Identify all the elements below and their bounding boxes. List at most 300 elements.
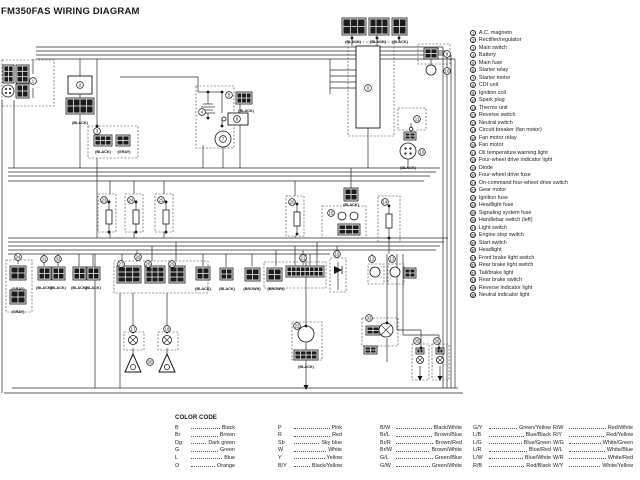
component-marker: [145, 261, 152, 268]
color-code-row: [278, 446, 342, 454]
color-code-abbr: Br: [175, 432, 181, 439]
dot-leader: [191, 436, 218, 437]
dot-leader: [191, 451, 218, 452]
dot-leader: [294, 451, 326, 452]
color-code-name: Blue/White: [524, 454, 551, 461]
color-code-name: Red: [332, 432, 342, 439]
dot-leader: [489, 443, 522, 444]
legend-item-label: Headlight fuse: [478, 202, 514, 209]
color-code-name: Red/Yellow: [606, 432, 633, 439]
legend-item-label: Start switch: [478, 239, 507, 246]
component-marker: [41, 256, 48, 263]
legend-item-label: Circuit breaker (fan motor): [478, 127, 542, 134]
connector-color-label: (BLACK): [238, 109, 254, 113]
color-code-name: White: [328, 447, 342, 454]
color-code-abbr: W/Y: [553, 462, 564, 469]
legend-item-label: Thermo unit: [478, 104, 508, 111]
legend-item: [470, 209, 638, 217]
legend-item: [470, 134, 638, 142]
connector-color-label: (BLACK): [36, 286, 52, 290]
component-marker: [128, 197, 135, 204]
color-code-name: Green/Yellow: [519, 424, 551, 431]
svg-text:16: 16: [419, 149, 425, 155]
legend-item-number: 14: [471, 128, 476, 134]
legend-item: [470, 74, 638, 82]
color-code-name: Green/White: [431, 462, 462, 469]
legend-item-label: Reverse indicator light: [478, 284, 533, 291]
svg-text:2: 2: [78, 82, 82, 88]
color-code-row: [473, 423, 551, 431]
legend-item-number: 3: [470, 45, 476, 51]
legend-item-label: Spark plug: [478, 97, 505, 104]
color-code-abbr: W/L: [553, 447, 563, 454]
component-marker: [300, 255, 307, 262]
color-code-row: [473, 461, 551, 469]
legend-item-number: 6: [470, 67, 476, 73]
connector-color-label: (BLACK): [343, 203, 359, 207]
dot-leader: [396, 436, 432, 437]
color-code-section: [175, 414, 637, 469]
color-code-name: Red/Black: [526, 462, 551, 469]
color-code-row: [175, 431, 235, 439]
connector-color-label: (BLACK): [71, 286, 87, 290]
legend-item: [470, 89, 638, 97]
connector-color-label: (BLACK): [345, 40, 361, 44]
component-marker: [289, 199, 296, 206]
svg-text:29: 29: [169, 261, 175, 267]
legend-item: [470, 119, 638, 127]
component-marker: [147, 359, 154, 366]
legend-item-label: Headlight: [478, 247, 502, 254]
dot-leader: [569, 466, 600, 467]
color-code-name: White/Blue: [606, 447, 633, 454]
dot-leader: [191, 466, 215, 467]
connector-color-label: (BLACK): [298, 365, 314, 369]
legend-item: [470, 232, 638, 240]
color-code-row: [553, 423, 633, 431]
color-code-name: Black/White: [433, 424, 462, 431]
component-marker: [30, 78, 37, 85]
color-code-row: [278, 453, 342, 461]
color-code-row: [473, 438, 551, 446]
legend-item-label: Ignition fuse: [478, 194, 508, 201]
color-code-abbr: B/Y: [278, 462, 287, 469]
color-code-title: COLOR CODE: [175, 414, 217, 421]
color-code-abbr: Br/R: [380, 439, 391, 446]
legend-item: [470, 292, 638, 300]
legend-item-number: 27: [471, 225, 476, 231]
legend-item-label: Oil temperature warning light: [478, 149, 548, 156]
svg-text:35: 35: [414, 338, 420, 344]
legend-item-number: 2: [470, 37, 476, 43]
color-code-name: Sky blue: [321, 439, 342, 446]
connector-color-label: (BROWN): [243, 287, 261, 291]
component-marker: [118, 261, 125, 268]
legend-item: [470, 29, 638, 37]
legend-item-number: 23: [471, 195, 476, 201]
connector-color-label: (BLACK): [370, 40, 386, 44]
component-marker: [414, 338, 421, 345]
color-code-name: Blue/Green: [523, 439, 551, 446]
legend-item: [470, 142, 638, 150]
legend-item-number: 20: [471, 173, 476, 179]
color-code-column: [175, 423, 235, 469]
component-marker: [15, 254, 22, 261]
legend-item: [470, 127, 638, 135]
component-marker: [328, 210, 335, 217]
legend-item-number: 34: [471, 278, 476, 284]
legend-item-number: 16: [471, 143, 476, 149]
color-code-abbr: L: [175, 454, 178, 461]
component-marker: [135, 254, 142, 261]
svg-text:32: 32: [55, 256, 61, 262]
color-code-column: [473, 423, 551, 469]
legend-item-number: 35: [471, 285, 476, 291]
legend-item: [470, 284, 638, 292]
svg-text:27: 27: [118, 261, 124, 267]
color-code-name: Orange: [217, 462, 235, 469]
color-code-row: [553, 453, 633, 461]
component-marker: [444, 68, 451, 75]
svg-text:26: 26: [135, 254, 141, 260]
color-code-name: White/Red: [607, 454, 633, 461]
legend-item: [470, 44, 638, 52]
connector-color-label: (BLACK): [85, 286, 101, 290]
legend-item-label: Main fuse: [478, 59, 503, 66]
dot-leader: [489, 458, 523, 459]
connector-color-label: (BROWN): [267, 287, 285, 291]
color-code-row: [278, 431, 342, 439]
legend-item-number: 18: [471, 158, 476, 164]
legend-item: [470, 164, 638, 172]
legend-item-label: Four-wheel drive indicator light: [478, 157, 553, 164]
component-marker: [414, 116, 421, 123]
legend-item-label: Ignition coil: [478, 89, 506, 96]
legend-item-label: Main switch: [478, 44, 508, 51]
legend-item: [470, 194, 638, 202]
svg-text:25: 25: [158, 197, 164, 203]
legend-item-label: CDI unit: [478, 82, 499, 89]
component-marker: [94, 128, 101, 135]
color-code-abbr: P: [278, 424, 282, 431]
color-code-row: [553, 438, 633, 446]
legend-item-number: 30: [471, 248, 476, 254]
color-code-name: Blue/Red: [528, 447, 551, 454]
connector-color-label: (GRAY): [11, 287, 25, 291]
legend-item: [470, 269, 638, 277]
legend-item: [470, 157, 638, 165]
svg-text:1: 1: [31, 78, 35, 84]
color-code-row: [553, 446, 633, 454]
color-code-row: [380, 423, 462, 431]
svg-text:7: 7: [221, 136, 225, 142]
svg-text:13: 13: [389, 256, 395, 262]
legend-item-label: Gear motor: [478, 187, 507, 194]
legend-item-number: 17: [471, 150, 476, 156]
legend-item-number: 15: [471, 135, 476, 141]
legend-item-number: 36: [471, 293, 476, 299]
component-marker: [234, 116, 241, 123]
color-code-abbr: R/Y: [553, 432, 562, 439]
dot-leader: [569, 443, 601, 444]
color-code-row: [278, 438, 342, 446]
color-code-abbr: Y: [278, 454, 282, 461]
dot-leader: [191, 443, 206, 444]
svg-text:31: 31: [41, 256, 47, 262]
dot-leader: [191, 458, 222, 459]
legend-item-number: 11: [471, 105, 476, 111]
svg-text:6: 6: [235, 116, 239, 122]
svg-text:11: 11: [414, 116, 420, 122]
legend-item-number: 28: [471, 233, 476, 239]
component-marker: [444, 51, 451, 58]
legend-item-number: 9: [470, 90, 476, 96]
color-code-abbr: B: [175, 424, 179, 431]
component-marker: [55, 256, 62, 263]
color-code-name: White/Green: [602, 439, 633, 446]
dot-leader: [294, 443, 319, 444]
color-code-row: [473, 453, 551, 461]
color-code-abbr: L/G: [473, 439, 482, 446]
dot-leader: [489, 466, 524, 467]
connector-color-label: (BLACK): [400, 166, 416, 170]
color-code-row: [380, 461, 462, 469]
component-marker: [130, 326, 137, 333]
svg-text:24: 24: [128, 197, 134, 203]
svg-text:22: 22: [294, 323, 300, 329]
svg-text:18: 18: [164, 326, 170, 332]
color-code-name: Red/White: [607, 424, 633, 431]
color-code-abbr: W/G: [553, 439, 564, 446]
color-code-row: [380, 453, 462, 461]
legend-item-label: A.C. magneto: [478, 29, 512, 36]
legend-item-label: Engine stop switch: [478, 232, 524, 239]
color-code-abbr: L/R: [473, 447, 482, 454]
color-code-abbr: Br/L: [380, 432, 390, 439]
svg-text:9: 9: [445, 51, 449, 57]
svg-text:15: 15: [328, 210, 334, 216]
legend-item: [470, 187, 638, 195]
color-code-name: Brown/White: [431, 447, 462, 454]
color-code-abbr: G/Y: [473, 424, 483, 431]
dot-leader: [396, 443, 433, 444]
color-code-row: [175, 423, 235, 431]
legend-item-label: Fan motor: [478, 142, 504, 149]
component-marker: [334, 251, 341, 258]
legend-item: [470, 262, 638, 270]
color-code-row: [473, 431, 551, 439]
color-code-row: [553, 461, 633, 469]
svg-text:33: 33: [366, 315, 372, 321]
legend-item-number: 12: [471, 113, 476, 119]
color-code-row: [380, 438, 462, 446]
color-code-name: Brown/Red: [435, 439, 462, 446]
connector-color-label: (GRAY): [117, 150, 131, 154]
color-code-row: [175, 438, 235, 446]
page-title: FM350FAS WIRING DIAGRAM: [1, 6, 140, 17]
svg-text:23: 23: [101, 197, 107, 203]
legend-item-label: Four-wheel drive fuse: [478, 172, 531, 179]
color-code-name: Blue/Black: [525, 432, 551, 439]
legend-item: [470, 52, 638, 60]
legend-item-label: Rear brake switch: [478, 277, 523, 284]
legend-item: [470, 82, 638, 90]
color-code-row: [175, 453, 235, 461]
svg-text:12: 12: [369, 256, 375, 262]
color-code-abbr: R: [278, 432, 282, 439]
connector-color-label: (BLACK): [95, 150, 111, 154]
legend-item: [470, 217, 638, 225]
dot-leader: [489, 436, 524, 437]
component-legend: [470, 29, 638, 299]
legend-item-number: 13: [471, 120, 476, 126]
component-marker: [365, 85, 372, 92]
legend-item-label: Front brake light switch: [478, 254, 535, 261]
component-marker: [77, 82, 84, 89]
svg-text:34: 34: [15, 254, 21, 260]
svg-text:36: 36: [434, 338, 440, 344]
color-code-abbr: R/B: [473, 462, 482, 469]
svg-text:8: 8: [366, 85, 370, 91]
dot-leader: [396, 458, 433, 459]
color-code-row: [278, 461, 342, 469]
color-code-abbr: L/B: [473, 432, 482, 439]
component-marker: [199, 109, 206, 116]
legend-item-number: 7: [470, 75, 476, 81]
color-code-abbr: O: [175, 462, 180, 469]
component-marker: [226, 92, 233, 99]
legend-item-label: Battery: [478, 52, 496, 59]
connector-color-label: (GRAY): [11, 310, 25, 314]
legend-item: [470, 224, 638, 232]
legend-item-label: On-command four-wheel drive switch: [478, 179, 568, 186]
connector-color-label: (BLACK): [219, 287, 235, 291]
svg-text:30: 30: [147, 359, 153, 365]
svg-text:21: 21: [300, 255, 306, 261]
dot-leader: [294, 458, 325, 459]
legend-item-label: Light switch: [478, 224, 508, 231]
legend-item-number: 10: [471, 98, 476, 104]
color-code-abbr: B/W: [380, 424, 391, 431]
color-code-abbr: G/W: [380, 462, 391, 469]
dot-leader: [396, 428, 432, 429]
color-code-abbr: L/W: [473, 454, 483, 461]
color-code-column: [553, 423, 633, 469]
color-code-name: Dark green: [208, 439, 235, 446]
component-marker: [164, 326, 171, 333]
color-code-abbr: Dg: [175, 439, 182, 446]
color-code-row: [175, 446, 235, 454]
dot-leader: [294, 436, 330, 437]
legend-item: [470, 104, 638, 112]
legend-item: [470, 239, 638, 247]
legend-item-number: 26: [471, 218, 476, 224]
component-marker: [158, 197, 165, 204]
color-code-name: Pink: [331, 424, 342, 431]
legend-item-label: Neutral switch: [478, 119, 513, 126]
legend-item-label: Handlebar switch (left): [478, 217, 533, 224]
legend-item-label: Rear brake light switch: [478, 262, 534, 269]
svg-text:17: 17: [130, 326, 136, 332]
color-code-row: [473, 446, 551, 454]
svg-text:4: 4: [200, 109, 204, 115]
color-code-name: Black/Yellow: [311, 462, 342, 469]
legend-item: [470, 112, 638, 120]
dot-leader: [489, 428, 517, 429]
color-code-abbr: R/W: [553, 424, 564, 431]
legend-item: [470, 67, 638, 75]
legend-item: [470, 202, 638, 210]
color-code-row: [380, 431, 462, 439]
connector-color-label: (BLACK): [50, 286, 66, 290]
dot-leader: [191, 428, 220, 429]
dot-leader: [569, 436, 604, 437]
legend-item: [470, 254, 638, 262]
legend-item-number: 19: [471, 165, 476, 171]
legend-item-number: 25: [471, 210, 476, 216]
legend-item-number: 4: [470, 52, 476, 58]
svg-text:3: 3: [95, 128, 99, 134]
legend-item: [470, 172, 638, 180]
connector-color-label: (BLACK): [195, 287, 211, 291]
color-code-abbr: G: [175, 447, 180, 454]
color-code-row: [278, 423, 342, 431]
color-code-name: Black: [221, 424, 235, 431]
svg-text:19: 19: [334, 251, 340, 257]
legend-item-label: Signaling system fuse: [478, 209, 532, 216]
legend-item-label: Diode: [478, 164, 493, 171]
legend-item-number: 1: [470, 30, 476, 36]
component-marker: [101, 197, 108, 204]
color-code-name: Green/Blue: [434, 454, 462, 461]
dot-leader: [569, 451, 605, 452]
svg-text:20: 20: [289, 199, 295, 205]
legend-item-number: 31: [471, 255, 476, 261]
dot-leader: [294, 428, 330, 429]
legend-item-label: Rectifier/regulator: [478, 37, 522, 44]
dot-leader: [396, 466, 430, 467]
legend-item-number: 5: [470, 60, 476, 66]
component-marker: [389, 256, 396, 263]
color-code-name: Green: [220, 447, 235, 454]
color-code-column: [278, 423, 342, 469]
component-marker: [366, 315, 373, 322]
color-code-abbr: G/L: [380, 454, 389, 461]
legend-item-label: Starter relay: [478, 67, 509, 74]
dot-leader: [294, 466, 310, 467]
legend-item: [470, 179, 638, 187]
legend-item-number: 8: [470, 82, 476, 88]
component-marker: [294, 323, 301, 330]
component-marker: [169, 261, 176, 268]
component-marker: [434, 338, 441, 345]
legend-item: [470, 247, 638, 255]
color-code-row: [175, 461, 235, 469]
svg-text:14: 14: [382, 199, 388, 205]
color-code-name: White/Yellow: [602, 462, 633, 469]
color-code-name: Brown/Blue: [434, 432, 462, 439]
color-code-abbr: W: [278, 447, 284, 454]
legend-item-number: 21: [471, 180, 476, 186]
connector-color-label: (BLACK): [392, 40, 408, 44]
legend-item-number: 29: [471, 240, 476, 246]
legend-item: [470, 277, 638, 285]
legend-item-label: Fan motor relay: [478, 134, 517, 141]
legend-item-label: Neutral indicator light: [478, 292, 530, 299]
legend-item: [470, 37, 638, 45]
svg-text:10: 10: [444, 68, 450, 74]
color-code-name: Blue: [224, 454, 235, 461]
